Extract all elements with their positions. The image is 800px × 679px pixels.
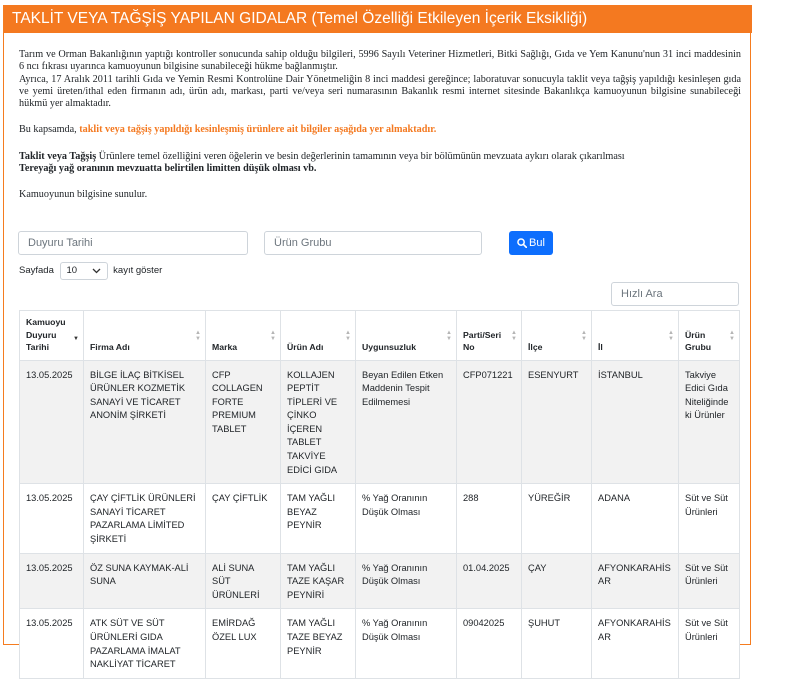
cell-province: İSTANBUL	[592, 360, 679, 484]
cell-batch: CFP071221	[457, 360, 522, 484]
cell-group: Süt ve Süt Ürünleri	[679, 553, 740, 609]
cell-province: AFYONKARAHİSAR	[592, 553, 679, 609]
page-length-prefix: Sayfada	[19, 265, 54, 276]
cell-province: AFYONKARAHİSAR	[592, 609, 679, 678]
intro-p3-prefix: Bu kapsamda,	[19, 124, 80, 136]
sort-icon: ▲ ▼	[195, 329, 201, 342]
cell-product: TAM YAĞLI TAZE KAŞAR PEYNİRİ	[281, 553, 356, 609]
column-header-batch[interactable]	[457, 311, 522, 361]
cell-firm: ÖZ SUNA KAYMAK-ALİ SUNA	[84, 553, 206, 609]
page-length-control	[19, 262, 162, 280]
table-row	[20, 609, 740, 678]
column-header-group[interactable]	[679, 311, 740, 361]
cell-district: YÜREĞİR	[522, 484, 592, 553]
cell-product: TAM YAĞLI TAZE BEYAZ PEYNİR	[281, 609, 356, 678]
search-button[interactable]	[509, 231, 553, 255]
cell-brand: ÇAY ÇİFTLİK	[206, 484, 281, 553]
results-table	[19, 310, 740, 679]
intro-paragraph-1: Tarım ve Orman Bakanlığının yaptığı kontroller sonucunda sahip olduğu bilgileri, 5996 Sayılı Veteriner Hizmetleri, Bitki Sağlığı, Gıda ve Yem Kanunu'nun 31 inci maddesinin 6 ncı fıkrası uyarınca kamuoyunun bilgisine sunabileceği hükme bağlanmıştır.	[19, 49, 741, 73]
table-header-row	[20, 311, 740, 361]
cell-brand: ALİ SUNA SÜT ÜRÜNLERİ	[206, 553, 281, 609]
column-header-product[interactable]	[281, 311, 356, 361]
sort-icon: ▲ ▼	[511, 329, 517, 342]
cell-nonconformity: % Yağ Oranının Düşük Olması	[356, 484, 457, 553]
chevron-down-icon	[92, 268, 101, 274]
cell-nonconformity: % Yağ Oranının Düşük Olması	[356, 609, 457, 678]
cell-batch: 288	[457, 484, 522, 553]
intro-paragraph-4	[19, 151, 741, 163]
cell-province: ADANA	[592, 484, 679, 553]
column-header-label: Ürün Grubu	[685, 329, 712, 352]
column-header-nonconformity[interactable]	[356, 311, 457, 361]
cell-date: 13.05.2025	[20, 609, 84, 678]
cell-district: ESENYURT	[522, 360, 592, 484]
table-row	[20, 553, 740, 609]
intro-text	[19, 33, 741, 202]
sort-icon: ▲ ▼	[668, 329, 674, 342]
column-header-province[interactable]	[592, 311, 679, 361]
column-header-label: İlçe	[528, 342, 543, 352]
cell-firm: ÇAY ÇİFTLİK ÜRÜNLERİ SANAYİ TİCARET PAZARLAMA LİMİTED ŞİRKETİ	[84, 484, 206, 553]
intro-paragraph-5	[19, 163, 741, 175]
quick-search-input[interactable]: Hızlı Ara	[611, 282, 739, 306]
cell-brand: CFP COLLAGEN FORTE PREMIUM TABLET	[206, 360, 281, 484]
intro-paragraph-2: Ayrıca, 17 Aralık 2011 tarihli Gıda ve Yemin Resmi Kontrolüne Dair Yönetmeliğin 8 inci maddesi gereğince; laboratuvar sonucuyla taklit veya tağşiş yapıldığı kesinleşen gıda ve yemi üreten/ithal eden firmanın adı, ürün adı, markası, parti ve/veya seri numarasının Bakanlık resmi internet sitesinde Bakanlıkça kamuoyunun bilgisine sunabileceği hükmü yer almaktadır.	[19, 73, 741, 110]
table-row	[20, 484, 740, 553]
sort-icon: ▲ ▼	[345, 329, 351, 342]
page-title: TAKLİT VEYA TAĞŞİŞ YAPILAN GIDALAR (Temel Özelliği Etkileyen İçerik Eksikliği)	[4, 5, 752, 33]
cell-product: TAM YAĞLI BEYAZ PEYNİR	[281, 484, 356, 553]
intro-paragraph-3	[19, 124, 741, 136]
intro-paragraph-6: Kamuoyunun bilgisine sunulur.	[19, 189, 148, 201]
column-header-label: Parti/Seri No	[463, 329, 502, 352]
column-header-district[interactable]	[522, 311, 592, 361]
intro-example: Tereyağı yağ oranının mevzuatta belirtilen limitten düşük olması vb.	[19, 163, 317, 175]
intro-definition: Ürünlere temel özelliğini veren öğelerin ve besin değerlerinin tamamının veya bir bölümünün mevzuata aykırı olarak çıkarılması	[96, 150, 625, 162]
intro-highlight: taklit veya tağşiş yapıldığı kesinleşmiş ürünlere ait bilgiler aşağıda yer almaktadır.	[79, 124, 437, 136]
cell-group: Süt ve Süt Ürünleri	[679, 609, 740, 678]
cell-date: 13.05.2025	[20, 360, 84, 484]
column-header-label: Uygunsuzluk	[362, 342, 417, 352]
cell-date: 13.05.2025	[20, 484, 84, 553]
sort-icon: ▲ ▼	[270, 329, 276, 342]
intro-bold-term: Taklit veya Tağşiş	[19, 150, 97, 162]
page-length-select[interactable]	[60, 262, 108, 280]
search-icon	[517, 238, 527, 248]
column-header-label: Ürün Adı	[287, 342, 324, 352]
cell-batch: 01.04.2025	[457, 553, 522, 609]
sort-icon: ▲ ▼	[581, 329, 587, 342]
cell-group: Takviye Edici Gıda Niteliğindeki Ürünler	[679, 360, 740, 484]
sort-desc-icon: ▼	[73, 335, 79, 342]
cell-nonconformity: % Yağ Oranının Düşük Olması	[356, 553, 457, 609]
cell-nonconformity: Beyan Edilen Etken Maddenin Tespit Edilmemesi	[356, 360, 457, 484]
announcement-date-input[interactable]: Duyuru Tarihi	[18, 231, 248, 255]
cell-district: ŞUHUT	[522, 609, 592, 678]
table-row	[20, 360, 740, 484]
page-length-suffix: kayıt göster	[113, 265, 163, 276]
cell-brand: EMİRDAĞ ÖZEL LUX	[206, 609, 281, 678]
sort-icon: ▲ ▼	[446, 329, 452, 342]
cell-firm: ATK SÜT VE SÜT ÜRÜNLERİ GIDA PAZARLAMA İMALAT NAKLİYAT TİCARET	[84, 609, 206, 678]
sort-icon: ▲ ▼	[729, 329, 735, 342]
search-button-label: Bul	[529, 237, 545, 249]
column-header-label: Kamuoyu Duyuru Tarihi	[26, 317, 66, 352]
column-header-date[interactable]	[20, 311, 84, 361]
column-header-brand[interactable]	[206, 311, 281, 361]
cell-batch: 09042025	[457, 609, 522, 678]
column-header-label: İl	[598, 342, 603, 352]
page-length-value: 10	[66, 265, 78, 276]
column-header-label: Firma Adı	[90, 342, 130, 352]
cell-firm: BİLGE İLAÇ BİTKİSEL ÜRÜNLER KOZMETİK SANAYİ VE TİCARET ANONİM ŞİRKETİ	[84, 360, 206, 484]
cell-date: 13.05.2025	[20, 553, 84, 609]
column-header-label: Marka	[212, 342, 238, 352]
cell-group: Süt ve Süt Ürünleri	[679, 484, 740, 553]
cell-product: KOLLAJEN PEPTİT TİPLERİ VE ÇİNKO İÇEREN TABLET TAKVİYE EDİCİ GIDA	[281, 360, 356, 484]
product-group-input[interactable]: Ürün Grubu	[264, 231, 482, 255]
cell-district: ÇAY	[522, 553, 592, 609]
column-header-firm[interactable]	[84, 311, 206, 361]
